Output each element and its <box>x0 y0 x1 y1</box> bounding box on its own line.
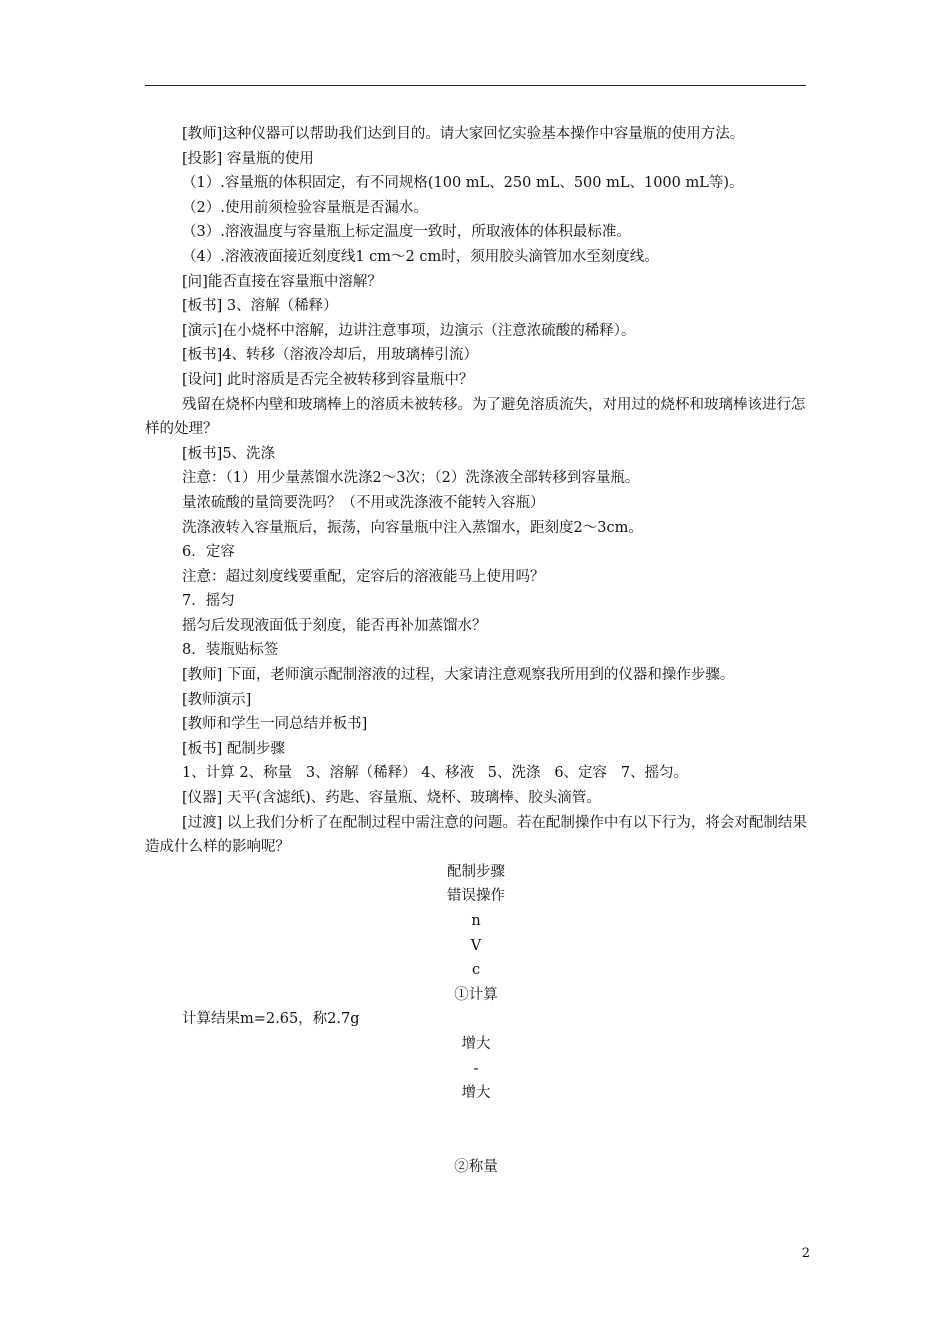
paragraph-step-6-note: 注意：超过刻度线要重配，定容后的溶液能马上使用吗？ <box>182 568 545 585</box>
paragraph-cylinder: 量浓硫酸的量筒要洗吗？（不用或洗涤液不能转入容瓶） <box>182 494 545 511</box>
paragraph-residue: 残留在烧杯内壁和玻璃棒上的溶质未被转移。为了避免溶质流失，对用过的烧杯和玻璃棒该进行怎样的处理？ <box>145 396 806 438</box>
paragraph-teacher-demo-intro: [教师] 下面，老师演示配制溶液的过程，大家请注意观察我所用到的仪器和操作步骤。 <box>182 667 735 684</box>
paragraph-board-dissolve: [板书] 3、溶解（稀释） <box>182 298 338 315</box>
paragraph-instruments: [仪器] 天平(含滤纸)、药匙、容量瓶、烧杯、玻璃棒、胶头滴管。 <box>182 790 601 807</box>
table-header-c: c <box>471 962 481 979</box>
paragraph-step-7: 7．摇匀 <box>182 593 235 610</box>
table-step-calculate: ①计算 <box>454 986 498 1003</box>
table-header-step: 配制步骤 <box>447 863 505 880</box>
table-step-calculate-n: 增大 <box>461 1035 491 1052</box>
paragraph-board-transfer: [板书]4、转移（溶液冷却后，用玻璃棒引流） <box>182 347 479 364</box>
paragraph-step-8: 8．装瓶贴标签 <box>182 642 279 659</box>
paragraph-projection: [投影] 容量瓶的使用 <box>182 150 314 167</box>
header-rule <box>145 85 806 86</box>
paragraph-step-7-note: 摇匀后发现液面低于刻度，能否再补加蒸馏水？ <box>182 617 487 634</box>
paragraph-wash-note: 注意：（1）用少量蒸馏水洗涤2～3次；（2）洗涤液全部转移到容量瓶。 <box>182 470 640 487</box>
paragraph-summary: [教师和学生一同总结并板书] <box>182 716 368 733</box>
list-item-1: （1）.容量瓶的体积固定，有不同规格(100 mL、250 mL、500 mL、1000 mL等)。 <box>182 175 744 192</box>
paragraph-teacher-demo: [教师演示] <box>182 691 252 708</box>
table-step-calculate-v: - <box>473 1060 479 1077</box>
table-step-weigh: ②称量 <box>454 1158 498 1175</box>
table-header-n: n <box>471 913 481 929</box>
table-step-calculate-error: 计算结果m=2.65，称2.7g <box>182 1011 360 1028</box>
paragraph-transition: [过渡] 以上我们分析了在配制过程中需注意的问题。若在配制操作中有以下行为，将会对配制结果造成什么样的影响呢？ <box>145 814 807 856</box>
paragraph-board-wash: [板书]5、洗涤 <box>182 445 276 462</box>
paragraph-teacher-intro: [教师]这种仪器可以帮助我们达到目的。请大家回忆实验基本操作中容量瓶的使用方法。 <box>182 126 745 142</box>
list-item-2: （2）.使用前须检验容量瓶是否漏水。 <box>182 199 428 216</box>
list-item-3: （3）.溶液温度与容量瓶上标定温度一致时，所取液体的体积最标准。 <box>182 224 631 241</box>
table-step-calculate-c: 增大 <box>461 1085 491 1102</box>
paragraph-board-steps: [板书] 配制步骤 <box>182 740 285 757</box>
paragraph-steps-list: 1、计算 2、称量 3、溶解（稀释） 4、移液 5、洗涤 6、定容 7、摇匀。 <box>182 765 689 782</box>
paragraph-set-question: [设问] 此时溶质是否完全被转移到容量瓶中？ <box>182 371 474 388</box>
table-header-error: 错误操作 <box>447 888 505 905</box>
list-item-4: （4）.溶液液面接近刻度线1 cm～2 cm时，须用胶头滴管加水至刻度线。 <box>182 248 659 265</box>
page-number: 2 <box>801 1246 810 1261</box>
paragraph-step-6: 6．定容 <box>182 544 235 561</box>
table-header-v: V <box>470 937 482 954</box>
paragraph-question: [问]能否直接在容量瓶中溶解？ <box>182 273 382 290</box>
paragraph-demo: [演示]在小烧杯中溶解，边讲注意事项，边演示（注意浓硫酸的稀释）。 <box>182 322 636 339</box>
document-body <box>145 122 807 1179</box>
paragraph-wash-transfer: 洗涤液转入容量瓶后，振荡，向容量瓶中注入蒸馏水，距刻度2～3cm。 <box>182 519 643 536</box>
